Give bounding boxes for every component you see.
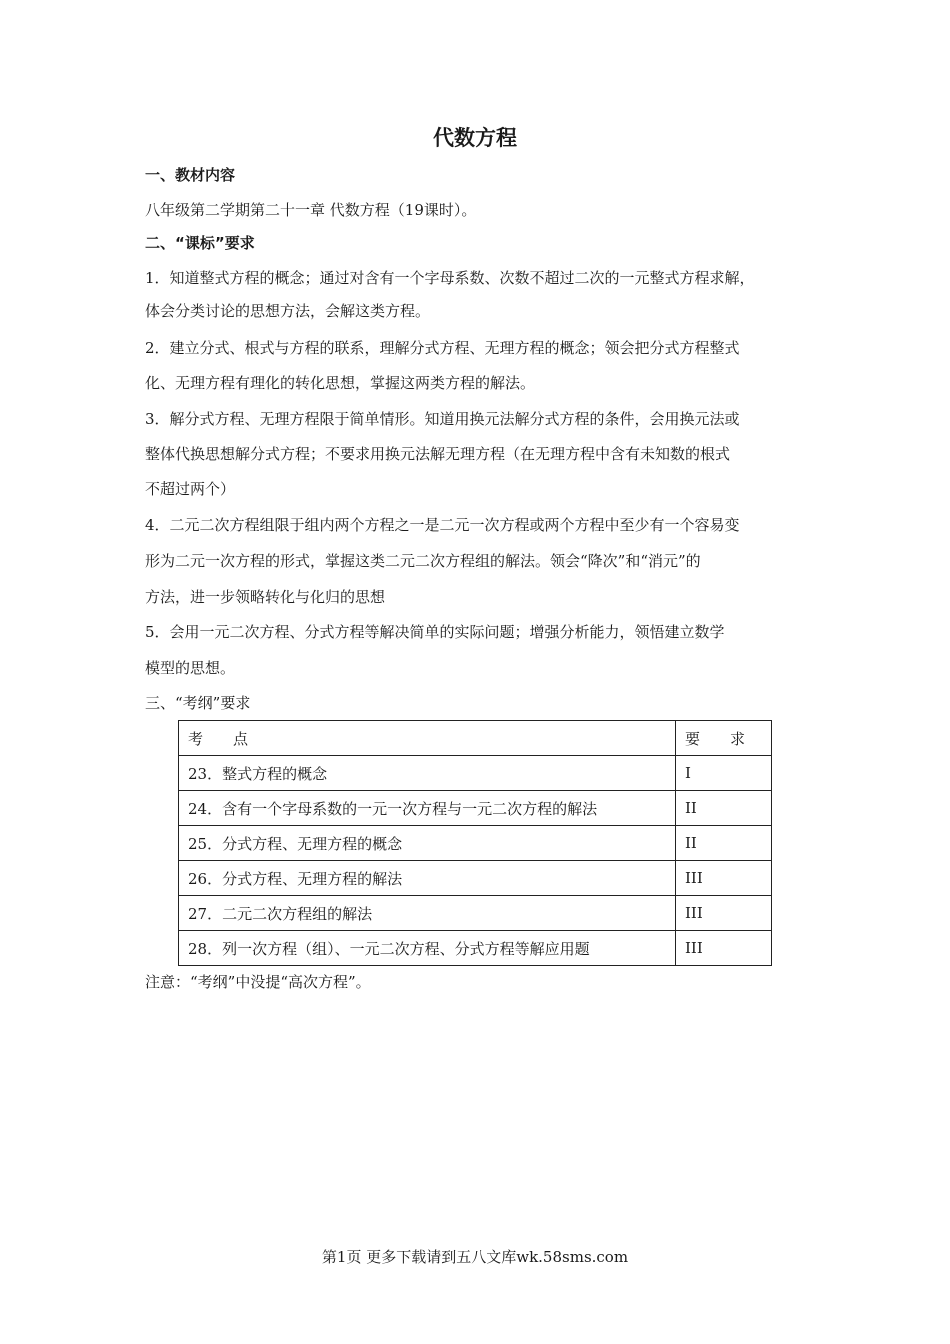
header-requirement: 要 求 <box>676 721 772 756</box>
requirement-level-cell: III <box>676 861 772 896</box>
section-1-heading: 一、教材内容 <box>145 166 236 184</box>
table-row <box>179 896 772 931</box>
section-3-heading: 三、“考纲”要求 <box>145 694 251 712</box>
requirement-4-line-2: 形为二元一次方程的形式，掌握这类二元二次方程组的解法。领会“降次”和“消元”的 <box>145 552 701 570</box>
requirement-level-cell: I <box>676 756 772 791</box>
requirement-3-line-2: 整体代换思想解分式方程；不要求用换元法解无理方程（在无理方程中含有未知数的根式 <box>145 445 731 463</box>
exam-point-cell: 25．分式方程、无理方程的概念 <box>179 826 676 861</box>
requirement-level-cell: III <box>676 931 772 966</box>
requirement-level-cell: II <box>676 791 772 826</box>
requirement-level-cell: III <box>676 896 772 931</box>
table-row <box>179 861 772 896</box>
exam-point-cell: 26．分式方程、无理方程的解法 <box>179 861 676 896</box>
exam-point-cell: 23．整式方程的概念 <box>179 756 676 791</box>
requirement-level-cell: II <box>676 826 772 861</box>
requirement-4-line-1: 4．二元二次方程组限于组内两个方程之一是二元一次方程或两个方程中至少有一个容易变 <box>145 516 740 534</box>
requirement-3-line-1: 3．解分式方程、无理方程限于简单情形。知道用换元法解分式方程的条件，会用换元法或 <box>145 410 740 428</box>
table-header-row <box>179 721 772 756</box>
exam-requirements-table <box>178 720 772 966</box>
table-row <box>179 826 772 861</box>
header-exam-point: 考 点 <box>179 721 676 756</box>
exam-point-cell: 27．二元二次方程组的解法 <box>179 896 676 931</box>
note-text: 注意：“考纲”中没提“高次方程”。 <box>145 973 371 991</box>
requirement-1-line-1: 1．知道整式方程的概念；通过对含有一个字母系数、次数不超过二次的一元整式方程求解， <box>145 269 755 287</box>
section-2-heading: 二、“课标”要求 <box>145 234 255 252</box>
table-row <box>179 756 772 791</box>
page-title: 代数方程 <box>433 126 517 150</box>
table-row <box>179 931 772 966</box>
exam-point-cell: 24．含有一个字母系数的一元一次方程与一元二次方程的解法 <box>179 791 676 826</box>
requirement-3-line-3: 不超过两个） <box>145 480 236 498</box>
page-footer: 第1页 更多下载请到五八文库wk.58sms.com <box>321 1248 629 1266</box>
table-row <box>179 791 772 826</box>
exam-point-cell: 28．列一次方程（组）、一元二次方程、分式方程等解应用题 <box>179 931 676 966</box>
section-1-text: 八年级第二学期第二十一章 代数方程（19课时）。 <box>145 201 477 219</box>
requirement-4-line-3: 方法，进一步领略转化与化归的思想 <box>145 588 386 606</box>
requirement-1-line-2: 体会分类讨论的思想方法，会解这类方程。 <box>145 302 431 320</box>
requirement-2-line-2: 化、无理方程有理化的转化思想，掌握这两类方程的解法。 <box>145 374 536 392</box>
requirement-2-line-1: 2．建立分式、根式与方程的联系，理解分式方程、无理方程的概念；领会把分式方程整式 <box>145 339 740 357</box>
requirement-5-line-1: 5．会用一元二次方程、分式方程等解决简单的实际问题；增强分析能力，领悟建立数学 <box>145 623 725 641</box>
requirement-5-line-2: 模型的思想。 <box>145 659 236 677</box>
